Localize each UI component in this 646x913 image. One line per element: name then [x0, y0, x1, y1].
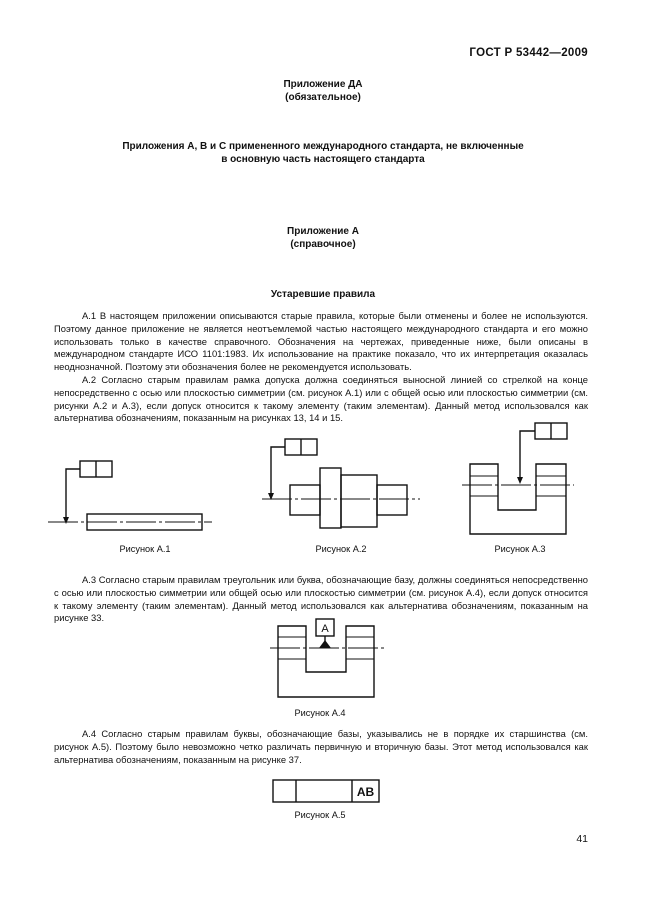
fig-a5-datum-letters: AB [356, 785, 375, 799]
caption-figure-a4: Рисунок А.4 [294, 708, 346, 718]
main-title-line1: Приложения А, В и С примененного международного стандарта, не включенные [122, 141, 524, 152]
paragraph-a3: А.3 Согласно старым правилам треугольник или буква, обозначающие базу, должны соединяться непосредственно с осью или плоскостью симметрии или общей осью или плоскостью симметрии (см. рисунок А.4), если допуск относится к такому элементу (таким элементам). Данный метод использовался как альтернатива обозначениям, показанным на рисунке 33. [54, 574, 588, 624]
caption-figure-a3: Рисунок А.3 [494, 544, 546, 554]
paragraph-a4: А.4 Согласно старым правилам буквы, обозначающие базы, указывались не в порядке их старшинства (см. рисунок А.5). Поэтому было невозможно четко различать первичную и вторичную базы. Этот метод использовался как альтернатива обозначениям, показанным на рисунке 37. [54, 728, 588, 765]
paragraph-a1: А.1 В настоящем приложении описываются старые правила, которые были отменены и более не используются. Поэтому данное приложение не является неотъемлемой частью настоящего международного стандарта и его можно использовать только в качестве справочного. Обозначения на чертежах, приведенные ниже, были описаны в международном стандарте ИСО 1101:1983. Их использование на практике показало, что их интерпретация оказалась неоднозначной. Поэтому эти обозначения более не рекомендуется использовать. [54, 310, 588, 373]
appendix-da-status: (обязательное) [285, 92, 361, 103]
appendix-a-status: (справочное) [290, 239, 356, 250]
fig-a4-datum-letter: A [321, 623, 329, 635]
caption-figure-a1: Рисунок А.1 [119, 544, 171, 554]
page-number: 41 [576, 833, 588, 845]
appendix-a-title: Приложение А [287, 226, 359, 237]
main-title-line2: в основную часть настоящего стандарта [221, 154, 425, 165]
appendix-da-title: Приложение ДА [283, 79, 363, 90]
paragraph-a2: А.2 Согласно старым правилам рамка допуска должна соединяться выносной линией со стрелкой на конце непосредственно с осью или плоскостью симметрии (см. рисунок А.1) или с общей осью или плоскостью симметрии (см. рисунки А.2 и А.3), если допуск относится к такому элементу (таким элементам). Данный метод использовался как альтернатива обозначениям, показанным на рисунках 13, 14 и 15. [54, 373, 588, 424]
caption-figure-a5: Рисунок А.5 [294, 810, 346, 820]
standard-header: ГОСТ Р 53442—2009 [469, 47, 588, 59]
caption-figure-a2: Рисунок А.2 [315, 544, 367, 554]
section-title: Устаревшие правила [270, 289, 376, 300]
